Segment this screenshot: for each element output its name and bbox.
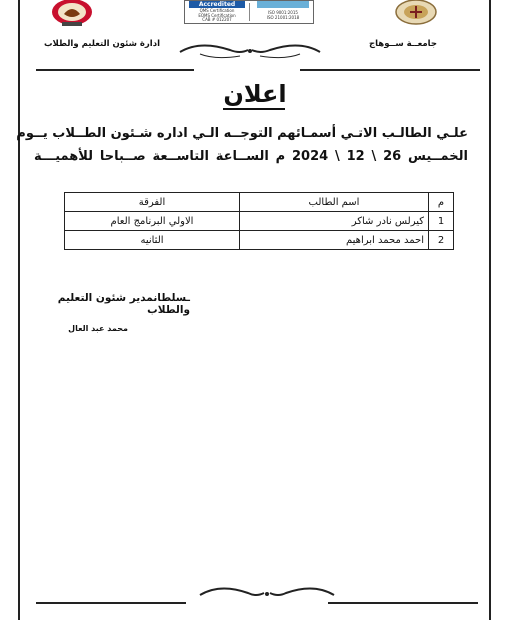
table-row bbox=[65, 212, 454, 231]
row-number: 2 bbox=[429, 231, 454, 250]
student-name: احمد محمد ابراهيم bbox=[240, 231, 429, 250]
announcement-line-2: الخمــيس 26 \ 12 \ 2024 م الســاعة التاســعة صــباحا للأهميـــة bbox=[34, 149, 468, 164]
header-rule-right bbox=[300, 69, 480, 71]
table-row bbox=[65, 231, 454, 250]
student-name: كيرلس نادر شاكر bbox=[240, 212, 429, 231]
department-name: ادارة شئون التعليم والطلاب bbox=[43, 39, 161, 49]
student-grade: الثانيه bbox=[65, 231, 240, 250]
university-name: جامعــة ســوهاج bbox=[368, 39, 437, 49]
header-number: م bbox=[429, 193, 454, 212]
footer-contact-strip bbox=[36, 614, 478, 620]
student-grade: الاولي البرنامج العام bbox=[65, 212, 240, 231]
ornament-divider-icon bbox=[170, 42, 330, 60]
header-grade: الفرقة bbox=[65, 193, 240, 212]
header-rule-left bbox=[36, 69, 194, 71]
table-header-row bbox=[65, 193, 454, 212]
accredited-badge: Accredited bbox=[189, 1, 245, 8]
page-border-right bbox=[489, 0, 491, 620]
signatory-name: محمد عبد العال bbox=[68, 324, 128, 333]
iso-lines: ISO 9001:2015 ISO 21001:2018 bbox=[266, 10, 300, 20]
students-table bbox=[64, 192, 454, 250]
page-border-left bbox=[18, 0, 20, 620]
certificate-lines: QMS Certification EOMS Certification CAB # 012207 bbox=[198, 8, 236, 22]
announcement-line-1: علـي الطالـب الاتـي أسمـائهم التوجــه الـي اداره شـئون الطــلاب يــوم bbox=[16, 126, 468, 141]
header-student-name: اسم الطالب bbox=[240, 193, 429, 212]
row-number: 1 bbox=[429, 212, 454, 231]
accreditation-certificate bbox=[184, 0, 314, 24]
footer-rule-right bbox=[328, 602, 478, 604]
footer-rule-left bbox=[36, 602, 186, 604]
title-underline bbox=[223, 108, 285, 110]
footer-ornament-icon bbox=[192, 585, 342, 603]
sohag-university-logo-icon bbox=[392, 0, 440, 26]
certificate-divider bbox=[249, 3, 250, 21]
iso-badge bbox=[257, 1, 309, 8]
university-emblem-icon bbox=[48, 0, 96, 28]
announcement-title: اعلان bbox=[223, 80, 287, 108]
signatory-title: ـسلطانمدير شئون التعليم والطلاب bbox=[57, 292, 190, 316]
